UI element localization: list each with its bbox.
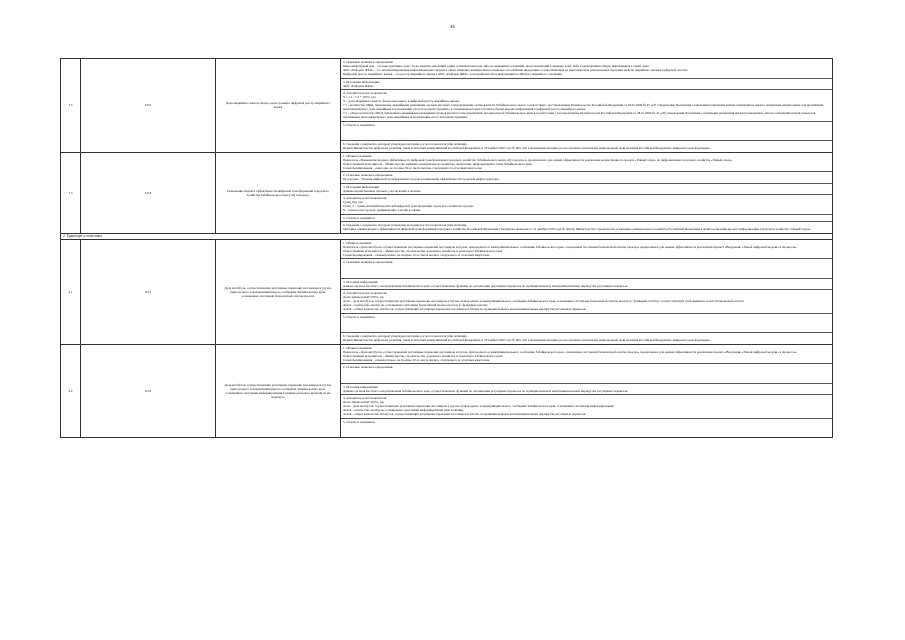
page-number: 46 <box>450 24 455 29</box>
indicator-name: Доля аварийного жилого фонда, кадастровый в цифровой реестр аварийного жилья <box>216 59 341 153</box>
description-section: 3. Источники информации. Данные ведомственных органов, участвующих в анализе. <box>341 184 832 196</box>
indicator-code: ОТ.1 <box>81 239 216 344</box>
description-section: 2. Основные понятия и определения. IQ городов – Уровень цифровой трансформации городов и повышение эффективности городской инфраструктуры. <box>341 172 832 184</box>
description-section: 6. Сведения о документе, которым утверждена методика расчета показателя (при наличии). Приказ Министерства цифрового развития, связи и массовых коммуникаций Российской Федерации от 18 ноября 2020 года № 600 «Об утверждении методик расчета целевых показателей национальной цели развития Российской Федерации «Цифровая трансформация». <box>343 334 711 342</box>
description-section: 5. Отчеты и документы. <box>341 215 832 223</box>
description-section: 2. Основные понятия и определения. <box>341 259 832 279</box>
description-section: 5. Отчеты и документы. <box>343 419 376 424</box>
description-section: 5. Отчеты и документы. <box>341 122 832 142</box>
indicator-name: Доля автобусов, осуществляющих регулярные перевозки пассажиров и грузов, пригородного и межмуниципального сообщения Забайкальского края, оснащенных системами безналичной оплаты проезда <box>216 239 341 344</box>
indicator-table <box>60 58 833 438</box>
indicator-code: ОТ.2 <box>81 344 216 438</box>
indicator-code: ГХ.9 <box>81 59 216 153</box>
table-row <box>61 239 833 344</box>
description-section: 5. Отчеты и документы. <box>341 314 832 334</box>
description-section: 4. Алгоритм расчета показателя: Доля=Abezn/Aobsh*100%, где Доля – доля автобусов, осуществляющих регулярные перевозки пассажиров и грузов, пригородного и межмуниципального сообщения Забайкальского края, оснащенных системами информирования; Abezn – количество автобусов, оснащенных средствами информирования (при наличии); Aobsh – общее количество автобусов, осуществляющих регулярные перевозки пассажиров и багажа по муниципальным и межмуниципальным маршрутам регулярных перевозок. <box>341 395 832 419</box>
indicator-description <box>341 239 833 344</box>
description-section: 3. Источники информации: АИС «Реформа ЖКХ». <box>341 79 832 91</box>
description-section: 2. Основные понятия и определения: Многоквартирный дом – это конструктивно-дом с более квартир, имеющий одним основным выходом либо не меньшими условиями, представляющий в единому дому, либо в выпущенным общую имеющимися в таким доме. АИС «Реформа ЖКХ» – это автоматизированная информационная система в сфере жилищно-коммунального комплекса Российской Федерации, осуществляющая на многоперечень региональных программ выкупа аварийного жилья в цифровой системе. Цифровой реестр аварийного жилья – это реестр аварийного жилья в АИС «Реформа ЖКХ», в который вносится информация по МКД на аварийного основании. <box>341 59 832 79</box>
table-row <box>61 59 833 153</box>
row-number: 3.3 <box>61 152 81 233</box>
description-section: 4. Алгоритм расчета показателя: Доля=Abezn/Aobsh*100%, где Доля – доля автобусов, осуществляющих регулярные перевозки пассажиров и грузов, пригородного и межмуниципального сообщения Забайкальского края, оснащенных системами безналичной оплаты проезда (с функцией оплаты), соответствующих требованиям к оплате безналичной оплаты; Abezn – количество автобусов, оснащенных системами безналичной оплаты проезда (с функцией оплаты); Aobsh – общее количество автобусов, осуществляющих регулярные перевозки пассажиров и багажа по муниципальным и межмуниципальным маршрутам регулярных перевозок. <box>341 290 832 314</box>
description-section: 2. Основные понятия и определения. <box>341 364 832 384</box>
description-section: 6. Сведения о документе, которым утверждена методика расчета показателя (при наличии). Методика оценки индекса эффективности цифровой трансформации городского хозяйства Российской Федерации утверждена приказом от 31 декабря 2019 года № 924/пр Министерства строительства и жилищно-коммунального хозяйства Российской Федерации в целях реализации проекта цифровизации городского хозяйства «Умный город». <box>343 223 812 231</box>
description-section: 3. Источник информации: Данные органов местного самоуправления Забайкальского края, осуществляющих функции по организации регулярных перевозок по муниципальным и межмуниципальным маршрутам регулярных перевозок. <box>341 384 832 396</box>
description-section: 4. Алгоритм расчета показателя: Y = 7.1 / 7.2 * 100%, где: Y – доля аварийного жилого фонда внесенного в цифровой реестр аварийного жилья; 7.1 – количество МКД, признанных аварийными решениями органов местного самоуправления, органов власти Забайкальского края в соответствии с постановлением Правительства Российской Федерации от 28.01.2006 № 47 «Об утверждении Положения о признании помещения жилым помещением, жилого помещения непригодным для проживания, многоквартирного дома аварийным и подлежащим сносу или реконструкции», в отношении которых в полном объеме внесена информация в цифровой реестр аварийного жилья; 7.2 – общее количество МКД, признанных аварийными решениями органов местного самоуправления, органов власти Забайкальского края в соответствии с постановлением Правительства Российской Федерации от 28.01.2006 № 47 «Об утверждении Положения о признании помещения жилым помещением, жилого помещения непригодным для проживания, многоквартирного дома аварийным и подлежащим сносу или реконструкции». <box>341 90 832 122</box>
indicator-name: Доля автобусов, осуществляющих регулярные перевозки пассажиров и грузов, пригородного и межмуниципального сообщения Забайкальского края, оснащенных системами информирования в режиме реального времени об их маршруте <box>216 344 341 438</box>
description-section: 1. Общие положения. Показатель «Доля автобусов, осуществляющих регулярные перевозки пассажиров и грузов, пригородного и межмуниципального сообщения Забайкальского края, оснащенных системами безналичной оплаты проезда» предназначен для оценки эффективности реализации проекта «Внедрение «Умной цифровой модели» в процессы». Ответственный исполнитель – Министерство строительства, дорожного хозяйства и транспорта Забайкальского края. Сроки формирования – ежеквартально, не позднее 10-го числа месяца, следующего за отчетным кварталом. <box>341 240 832 260</box>
table-row <box>61 344 833 438</box>
indicator-name: Повышение индекса эффективности цифровой трансформации городского хозяйства Забайкальского края («IQ городов») <box>216 152 341 233</box>
row-number: 3.5 <box>61 59 81 153</box>
description-section: 1. Общие положения. Показатель «Доля автобусов, осуществляющих регулярные перевозки пассажиров и грузов, пригородного и межмуниципального сообщения Забайкальского края, оснащенных системами безналичной оплаты проезда» предназначен для оценки эффективности реализации проекта «Внедрение «Умной цифровой модели» в процессы». Ответственный исполнитель – Министерство строительства, дорожного хозяйства и транспорта Забайкальского края. Сроки формирования – ежеквартально, не позднее 10-го числа месяца, следующего за отчетным кварталом. <box>341 345 832 365</box>
indicator-description <box>341 59 833 153</box>
indicator-description <box>341 344 833 438</box>
table-row <box>61 152 833 233</box>
row-number: 4.2 <box>61 344 81 438</box>
description-section: 1. Общие положения. Показатель «Повышение индекса эффективности цифровой трансформации городского хозяйства Забайкальского края («IQ городов»)» предназначен для оценки эффективности реализации ведомственного проекта «Умный город» по цифровизации городского хозяйства «Умный город». Ответственный исполнитель – Министерство жилищно-коммунального хозяйства, энергетики, цифровизации и связи Забайкальского края. Сроки формирования – ежегодно, не позднее 30-го числа месяца, следующего за отчетным кварталом. <box>341 153 832 173</box>
description-section: 6. Сведения о документе, которым утверждена методика расчета показателя (при наличии). Приказ Министерства цифрового развития, связи и массовых коммуникаций Российской Федерации от 18 ноября 2020 года № 600 «Об утверждении методик расчета целевых показателей национальной цели развития Российской Федерации «Цифровая трансформация». <box>343 142 711 150</box>
indicator-code: ГХ.8 <box>81 152 216 233</box>
section-heading: 2. Транспорт и логистика <box>61 233 833 239</box>
description-section: 4. Алгоритм расчета показателя: Сумм_IQi, где: Сумм_3 – сумма значений показателей цифровой трансформации городского хозяйства городов; N – количество городов, принимающих участие в оценке. <box>341 195 832 215</box>
row-number: 4.1 <box>61 239 81 344</box>
description-section: 3. Источник информации: Данные органов местного самоуправления Забайкальского края, осуществляющих функции по организации регулярных перевозок по муниципальным и межмуниципальным маршрутам регулярных перевозок. <box>341 279 832 291</box>
indicator-description <box>341 152 833 233</box>
